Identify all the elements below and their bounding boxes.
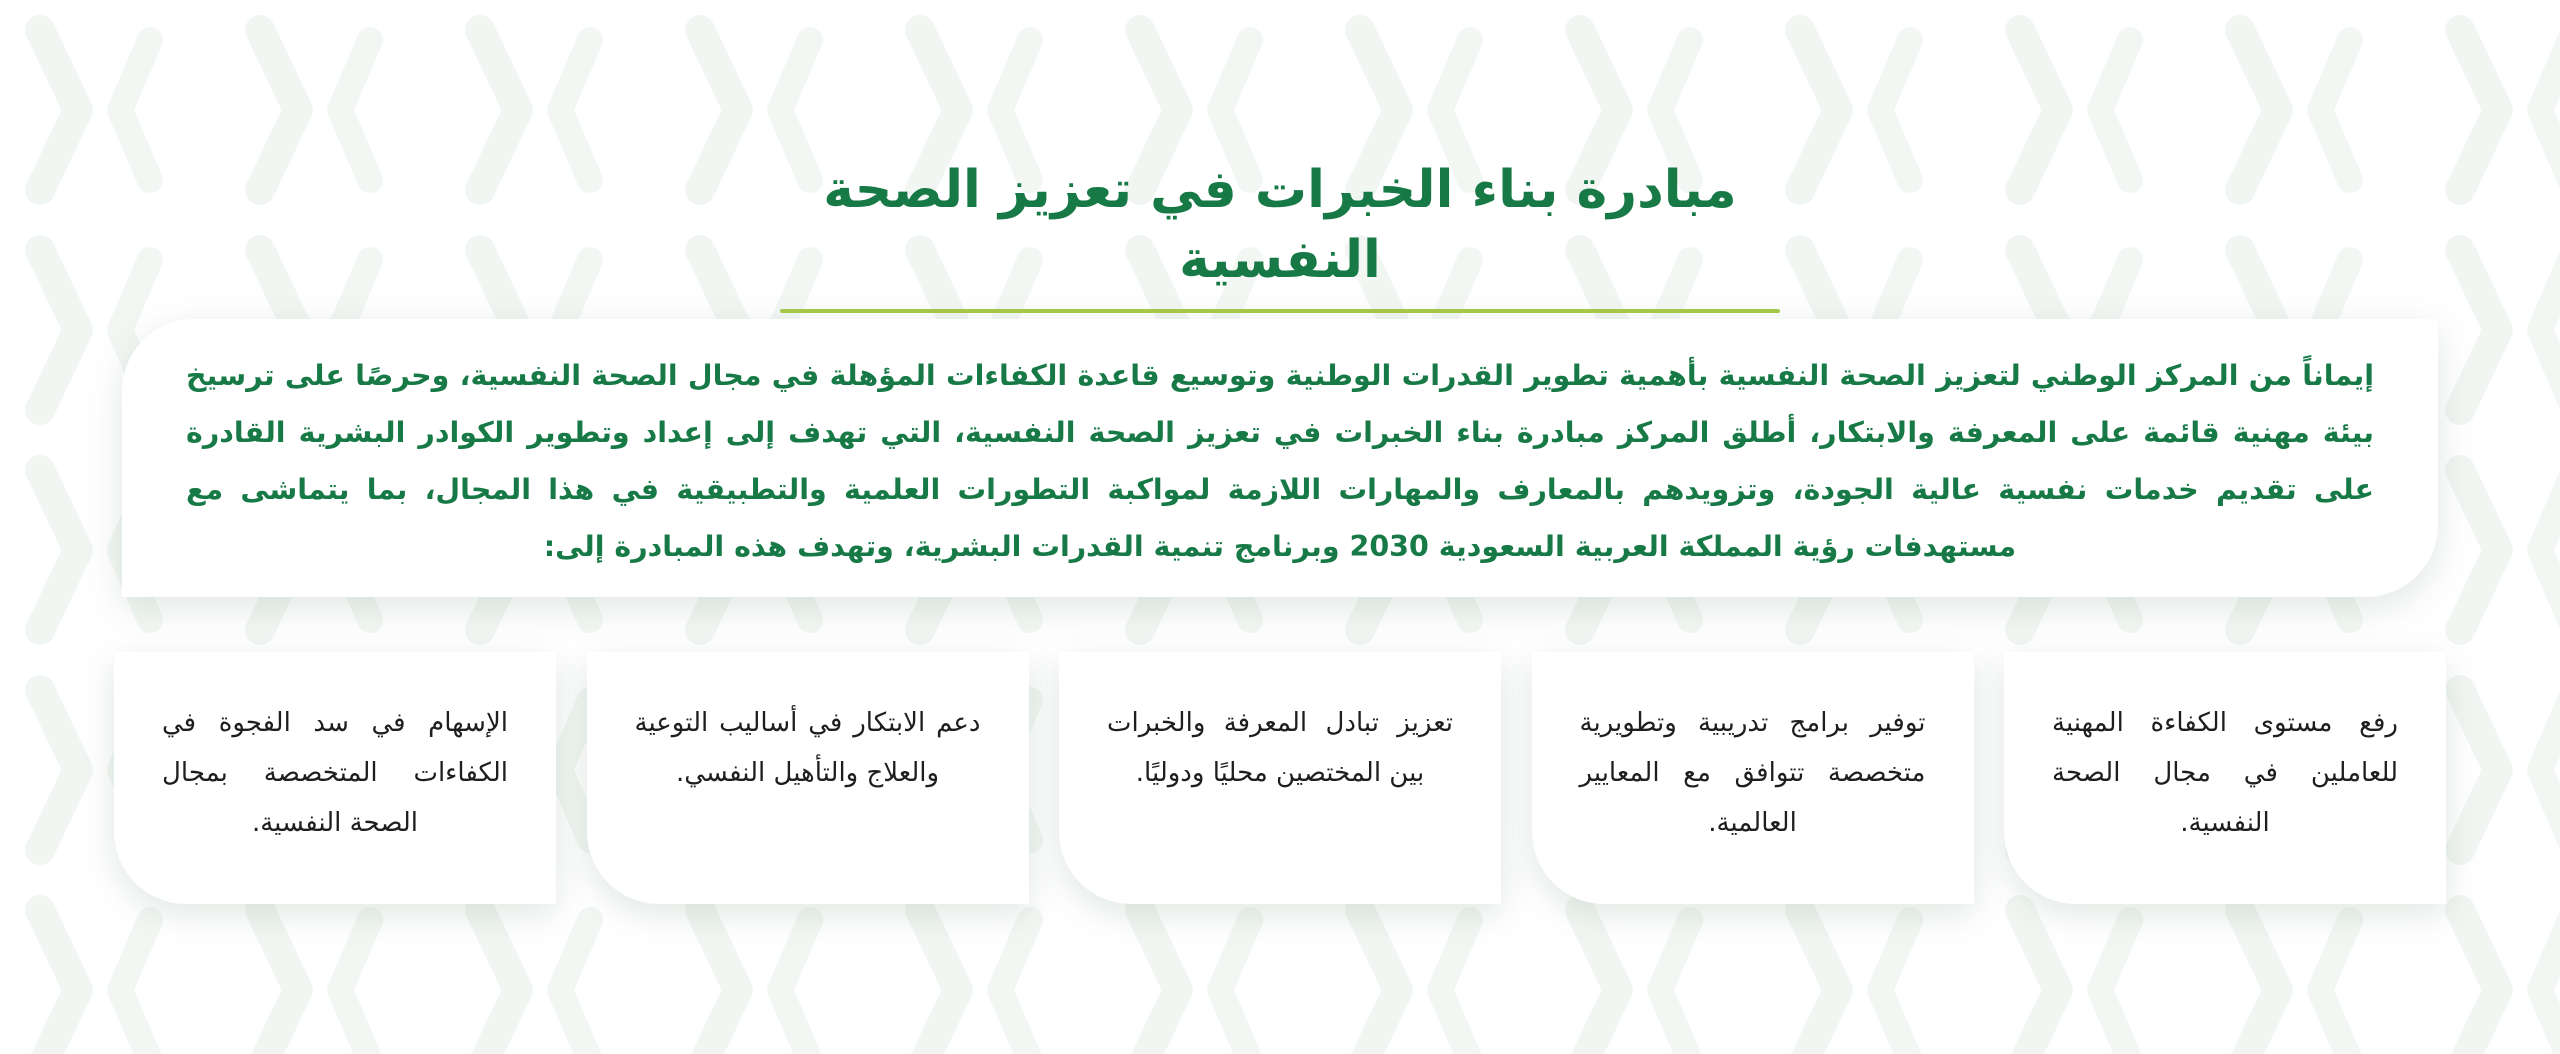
goal-text: توفير برامج تدريبية وتطويرية متخصصة تتوافق مع المعايير العالمية. [1579, 708, 1926, 838]
goal-card-5 [114, 652, 556, 904]
goal-text: تعزيز تبادل المعرفة والخبرات بين المختصين محليًا ودوليًا. [1107, 708, 1453, 788]
goal-text: دعم الابتكار في أساليب التوعية والعلاج والتأهيل النفسي. [634, 708, 981, 788]
goal-text: الإسهام في سد الفجوة في الكفاءات المتخصصة بمجال الصحة النفسية. [162, 708, 508, 838]
goals-list [114, 652, 2446, 904]
goal-card-3 [1059, 652, 1501, 904]
goal-card-4 [587, 652, 1029, 904]
intro-card [122, 319, 2438, 597]
goal-card-2 [1532, 652, 1974, 904]
page-title: مبادرة بناء الخبرات في تعزيز الصحة النفسية [823, 160, 1737, 290]
title-underline [780, 309, 1780, 313]
goal-text: رفع مستوى الكفاءة المهنية للعاملين في مجال الصحة النفسية. [2052, 708, 2398, 838]
goal-card-1 [2004, 652, 2446, 904]
title-block [780, 155, 1780, 313]
intro-text: إيماناً من المركز الوطني لتعزيز الصحة النفسية بأهمية تطوير القدرات الوطنية وتوسيع قاعدة الكفاءات المؤهلة في مجال الصحة النفسية، وحرصًا على ترسيخ بيئة مهنية قائمة على المعرفة والابتكار، أطلق المركز مبادرة بناء الخبرات في تعزيز الصحة النفسية، التي تهدف إلى إعداد وتطوير الكوادر البشرية القادرة على تقديم خدمات نفسية عالية الجودة، وتزويدهم بالمعارف والمهارات اللازمة لمواكبة التطورات العلمية والتطبيقية في هذا المجال، بما يتماشى مع مستهدفات رؤية المملكة العربية السعودية 2030 وبرنامج تنمية القدرات البشرية، وتهدف هذه المبادرة إلى: [186, 359, 2374, 563]
